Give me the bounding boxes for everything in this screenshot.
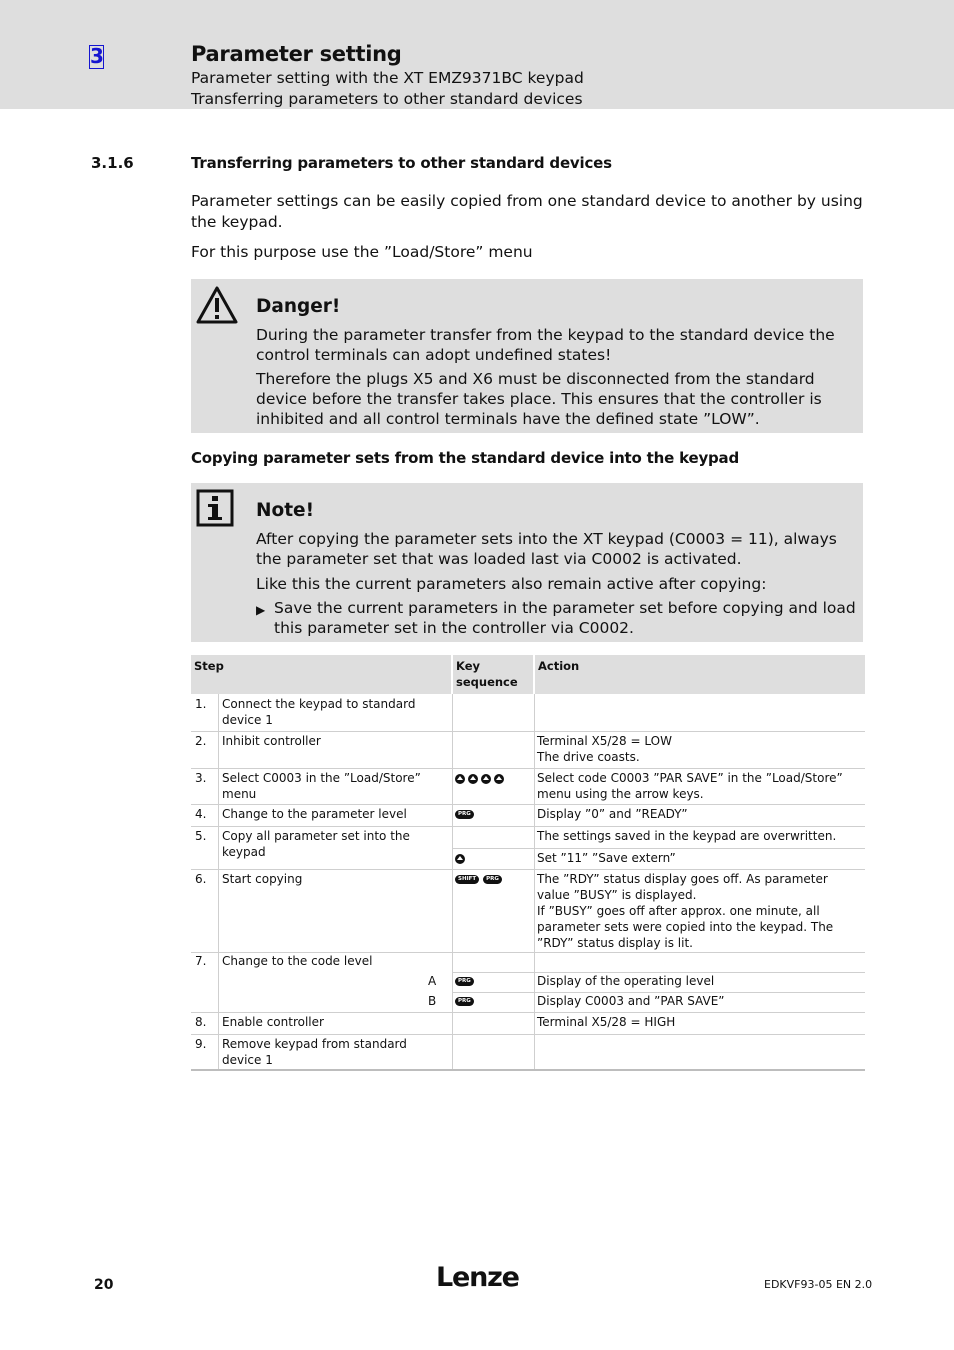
info-icon bbox=[196, 489, 234, 531]
sub-step-a: A bbox=[428, 974, 437, 988]
note-bullet bbox=[256, 598, 861, 638]
action-text: Display of the operating level bbox=[537, 974, 715, 988]
step-number: 3. bbox=[195, 771, 207, 785]
header-action: Action bbox=[535, 655, 865, 694]
divider bbox=[191, 731, 865, 732]
key-sequence bbox=[455, 850, 468, 866]
key-sequence bbox=[455, 871, 506, 887]
step-number: 1. bbox=[195, 697, 207, 711]
chapter-title: Parameter setting bbox=[191, 42, 402, 66]
step-number: 8. bbox=[195, 1015, 207, 1029]
divider bbox=[452, 694, 453, 1071]
action-text: Terminal X5/28 = HIGH bbox=[537, 1015, 676, 1029]
step-text: Change to the code level bbox=[222, 954, 373, 968]
arrow-up-key-icon bbox=[455, 854, 465, 864]
note-box bbox=[191, 483, 863, 642]
action-text: Display C0003 and ”PAR SAVE” bbox=[537, 994, 725, 1008]
danger-text-2: Therefore the plugs X5 and X6 must be disconnected from the standard device before the transfer takes place. This ensures that the controller is inhibited and all control terminals have the defined state ”LOW”. bbox=[256, 370, 822, 428]
key-sequence bbox=[455, 973, 478, 989]
step-number: 4. bbox=[195, 807, 207, 821]
danger-text-1: During the parameter transfer from the keypad to the standard device the control terminals can adopt undefined states! bbox=[256, 326, 835, 364]
step-text: Enable controller bbox=[222, 1015, 324, 1029]
divider bbox=[218, 694, 219, 1071]
divider bbox=[191, 804, 865, 805]
divider bbox=[191, 869, 865, 870]
step-text: Change to the parameter level bbox=[222, 807, 407, 821]
divider bbox=[452, 848, 865, 849]
note-text-2: Like this the current parameters also remain active after copying: bbox=[256, 575, 767, 593]
step-number: 9. bbox=[195, 1037, 207, 1051]
arrow-keys-sequence bbox=[455, 770, 507, 786]
prg-key-icon: PRG bbox=[455, 997, 474, 1006]
key-sequence bbox=[455, 993, 478, 1009]
chapter-subtitle-2: Transferring parameters to other standard devices bbox=[191, 90, 583, 108]
divider bbox=[534, 694, 535, 1071]
section-title: Transferring parameters to other standard devices bbox=[191, 154, 612, 172]
action-text: Select code C0003 ”PAR SAVE” in the ”Load/Store” menu using the arrow keys. bbox=[537, 771, 843, 801]
page-number: 20 bbox=[94, 1277, 114, 1293]
chapter-subtitle-1: Parameter setting with the XT EMZ9371BC keypad bbox=[191, 69, 584, 87]
step-text: Select C0003 in the ”Load/Store” menu bbox=[222, 771, 421, 801]
chapter-number-link[interactable]: 3 bbox=[90, 44, 104, 68]
intro-paragraph: Parameter settings can be easily copied from one standard device to another by using the keypad. bbox=[191, 192, 863, 231]
arrow-key-icon bbox=[494, 774, 504, 784]
step-text: Connect the keypad to standard device 1 bbox=[222, 697, 416, 727]
step-text: Inhibit controller bbox=[222, 734, 321, 748]
action-text: The ”RDY” status display goes off. As parameter value ”BUSY” is displayed. If ”BUSY” goes off after approx. one minute, all parameter sets were copied into the keypad. The ”RDY” status display is lit. bbox=[537, 872, 834, 950]
shift-key-icon: SHIFT bbox=[455, 875, 479, 884]
arrow-key-icon bbox=[468, 774, 478, 784]
note-text-1: After copying the parameter sets into the XT keypad (C0003 = 11), always the parameter set that was loaded last via C0002 is activated. bbox=[256, 530, 837, 568]
step-text: Remove keypad from standard device 1 bbox=[222, 1037, 407, 1067]
lenze-logo: Lenze bbox=[436, 1262, 519, 1293]
step-number: 6. bbox=[195, 872, 207, 886]
danger-heading: Danger! bbox=[256, 296, 341, 317]
divider bbox=[191, 1012, 865, 1013]
warning-triangle-icon bbox=[196, 285, 238, 329]
bullet-arrow-icon: ▶ bbox=[256, 603, 266, 617]
key-sequence bbox=[455, 806, 478, 822]
header-step: Step bbox=[191, 655, 451, 694]
note-bullet-text: Save the current parameters in the parameter set before copying and load this parameter set in the controller via C0002. bbox=[274, 599, 856, 637]
danger-box bbox=[191, 279, 863, 433]
divider bbox=[191, 768, 865, 769]
steps-table bbox=[191, 655, 865, 1071]
step-number: 2. bbox=[195, 734, 207, 748]
table-bottom-rule bbox=[191, 1069, 865, 1071]
prg-key-icon: PRG bbox=[455, 810, 474, 819]
arrow-key-icon bbox=[481, 774, 491, 784]
step-number: 5. bbox=[195, 829, 207, 843]
document-id: EDKVF93-05 EN 2.0 bbox=[764, 1278, 873, 1291]
prg-key-icon: PRG bbox=[455, 977, 474, 986]
note-heading: Note! bbox=[256, 500, 315, 521]
section-number: 3.1.6 bbox=[91, 154, 134, 172]
header-key-sequence: Key sequence bbox=[453, 655, 533, 694]
menu-paragraph: For this purpose use the ”Load/Store” menu bbox=[191, 243, 533, 261]
action-text: Terminal X5/28 = LOW The drive coasts. bbox=[537, 734, 672, 764]
action-text: Set ”11” ”Save extern” bbox=[537, 851, 676, 865]
step-text: Start copying bbox=[222, 872, 303, 886]
step-text: Copy all parameter set into the keypad bbox=[222, 829, 410, 859]
divider bbox=[191, 826, 865, 827]
step-number: 7. bbox=[195, 954, 207, 968]
arrow-key-icon bbox=[455, 774, 465, 784]
action-text: The settings saved in the keypad are overwritten. bbox=[537, 829, 837, 843]
prg-key-icon: PRG bbox=[483, 875, 502, 884]
copy-heading: Copying parameter sets from the standard device into the keypad bbox=[191, 449, 740, 467]
action-text: Display ”0” and ”READY” bbox=[537, 807, 688, 821]
sub-step-b: B bbox=[428, 994, 437, 1008]
divider bbox=[191, 1034, 865, 1035]
